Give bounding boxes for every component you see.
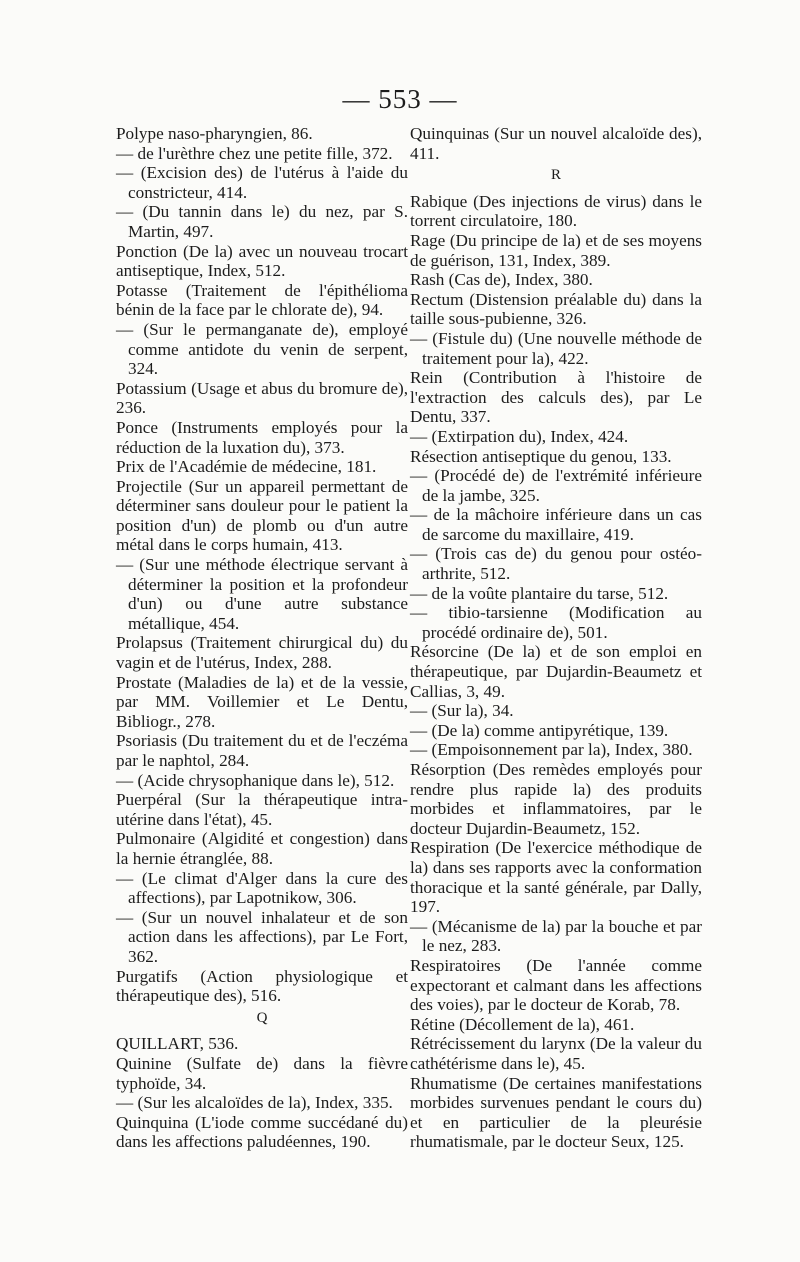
page-number: — 553 — [342,84,458,114]
index-entry: — (Du tannin dans le) du nez, par S. Martin, 497. [116,202,408,241]
index-entry: Prolapsus (Traitement chirurgical du) du vagin et de l'utérus, Index, 288. [116,633,408,673]
index-entry: — (Excision des) de l'utérus à l'aide du constricteur, 414. [116,163,408,202]
index-entry: Rein (Contribution à l'histoire de l'extraction des calculs des), par Le Dentu, 337. [410,368,702,427]
index-entry: Rectum (Distension préalable du) dans la taille sous-pubienne, 326. [410,289,702,329]
index-entry: — de la mâchoire inférieure dans un cas de sarcome du maxillaire, 419. [410,505,702,544]
index-entry: — (Sur le permanganate de), employé comme antidote du venin de serpent, 324. [116,319,408,379]
index-entry: Psoriasis (Du traitement du et de l'eczéma par le naphtol, 284. [116,731,408,770]
index-entry: — (Trois cas de) du genou pour ostéo-arthrite, 512. [410,544,702,584]
index-entry: Puerpéral (Sur la thérapeutique intra-utérine dans l'état), 45. [116,790,408,829]
index-entry: Purgatifs (Action physiologique et thérapeutique des), 516. [116,966,408,1006]
index-entry: Prostate (Maladies de la) et de la vessie, par MM. Voillemier et Le Dentu, Bibliogr., 278. [116,672,408,731]
index-entry: Potasse (Traitement de l'épithélioma bénin de la face par le chlorate de), 94. [116,280,408,320]
index-entry: Résorcine (De la) et de son emploi en thérapeutique, par Dujardin-Beaumetz et Callias, 3, 49. [410,642,702,701]
index-entry: — (Procédé de) de l'extrémité inférieure de la jambe, 325. [410,466,702,505]
index-entry: Projectile (Sur un appareil permettant de déterminer sans douleur pour le patient la position d'un) de plomb ou d'un autre métal dans le corps humain, 413. [116,476,408,555]
index-entry: — (Empoisonnement par la), Index, 380. [410,740,693,760]
index-entry: Rhumatisme (De certaines manifestations morbides survenues pendant le cours du) et en particulier de la pleurésie rhumatismale, par le docteur Seux, 125. [410,1073,702,1152]
index-entry: — (Sur une méthode électrique servant à déterminer la position et la profondeur d'un) ou d'une autre substance métallique, 454. [116,555,408,633]
index-entry: Prix de l'Académie de médecine, 181. [116,457,377,477]
index-entry: Quinine (Sulfate de) dans la fièvre typhoïde, 34. [116,1053,408,1093]
section-letter: Q [256,1009,268,1026]
index-entry: — (Sur la), 34. [410,701,514,721]
index-entry: — (Acide chrysophanique dans le), 512. [116,770,395,790]
index-entry: — (Fistule du) (Une nouvelle méthode de traitement pour la), 422. [410,328,702,368]
index-entry: Quinquina (L'iode comme succédané du) dans les affections paludéennes, 190. [116,1112,408,1152]
index-column-right [410,124,702,1152]
index-entry: Respiratoires (De l'année comme expectorant et calmant dans les affections des voies), par le docteur de Korab, 78. [410,955,702,1015]
index-entry: Quinquinas (Sur un nouvel alcaloïde des), 411. [410,124,702,163]
index-entry: — de l'urèthre chez une petite fille, 372. [116,143,393,163]
index-entry: — (Sur un nouvel inhalateur et de son action dans les affections), par Le Fort, 362. [116,907,408,966]
index-entry: Ponce (Instruments employés pour la réduction de la luxation du), 373. [116,417,408,457]
index-entry: Rétine (Décollement de la), 461. [410,1014,635,1034]
index-entry: Rétrécissement du larynx (De la valeur du cathétérisme dans le), 45. [410,1034,702,1073]
index-column-left [116,124,408,1152]
index-entry: Résection antiseptique du genou, 133. [410,446,672,466]
index-entry: — (Le climat d'Alger dans la cure des affections), par Lapotnikow, 306. [116,868,408,908]
section-letter: R [550,167,561,184]
index-entry: Polype naso-pharyngien, 86. [116,124,313,143]
index-entry: — (De la) comme antipyrétique, 139. [410,720,669,740]
index-entry: Ponction (De la) avec un nouveau trocart antiseptique, Index, 512. [116,241,408,281]
index-entry: Rabique (Des injections de virus) dans le torrent circulatoire, 180. [410,191,702,231]
index-entry: Respiration (De l'exercice méthodique de la) dans ses rapports avec la conformation thoracique et la santé générale, par Dally, 197. [410,838,702,917]
index-entry: — (Extirpation du), Index, 424. [410,426,629,446]
index-entry: — (Mécanisme de la) par la bouche et par le nez, 283. [410,916,702,956]
index-entry: QUILLART, 536. [116,1034,239,1054]
index-entry: — de la voûte plantaire du tarse, 512. [410,583,669,603]
index-entry: Rash (Cas de), Index, 380. [410,270,593,290]
index-entry: Résorption (Des remèdes employés pour rendre plus rapide la) des produits morbides et inflammatoires, par le docteur Dujardin-Beaumetz, 152. [410,760,702,838]
index-entry: Rage (Du principe de la) et de ses moyens de guérison, 131, Index, 389. [410,230,702,270]
index-entry: — tibio-tarsienne (Modification au procédé ordinaire de), 501. [410,603,702,642]
index-entry: Potassium (Usage et abus du bromure de), 236. [116,378,408,418]
index-entry: — (Sur les alcaloïdes de la), Index, 335. [116,1093,393,1113]
index-entry: Pulmonaire (Algidité et congestion) dans la hernie étranglée, 88. [116,829,408,868]
